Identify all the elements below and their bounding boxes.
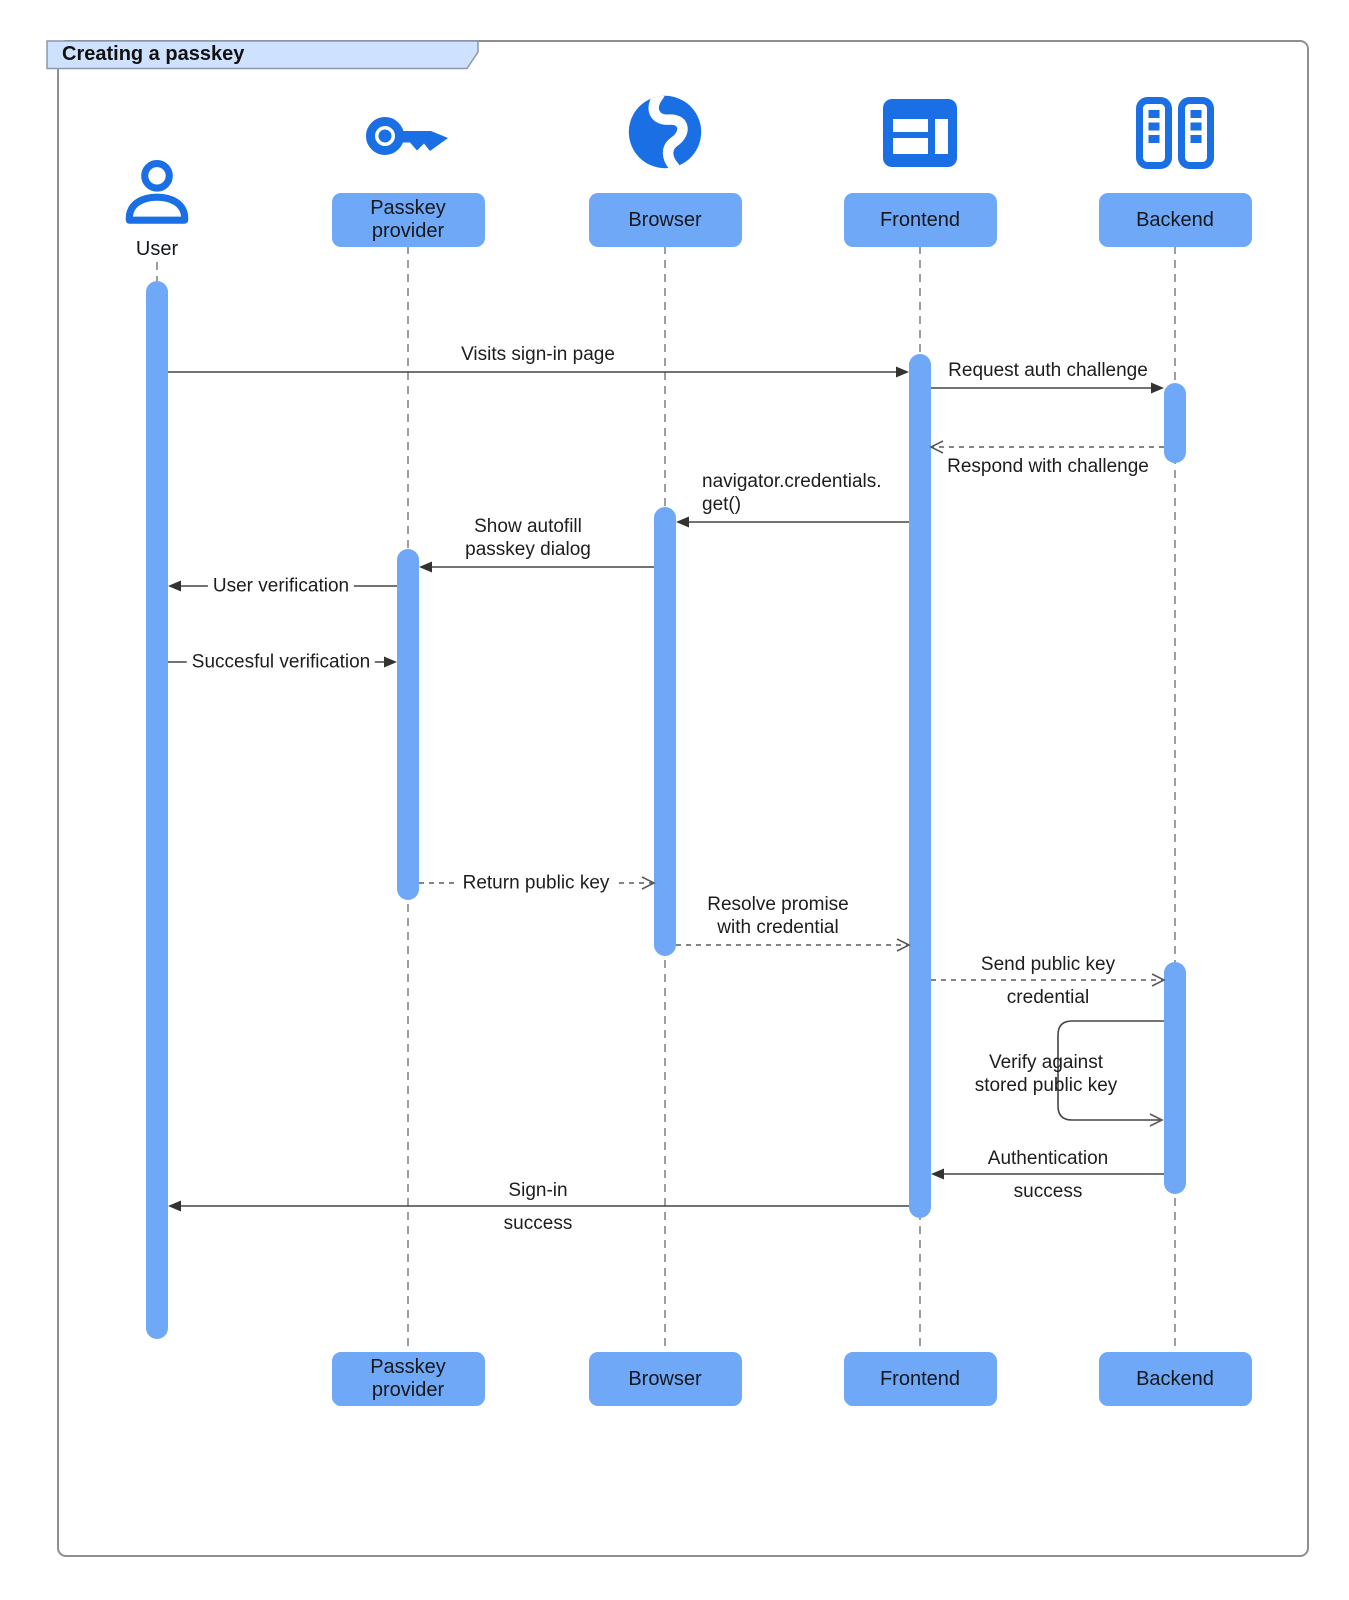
diagram-title: Creating a passkey [62,43,245,65]
message-label-line: passkey dialog [465,539,591,560]
actor-bottom-box-backend: Backend [1099,1352,1252,1406]
message-label-request-auth-challenge [948,359,1148,382]
message-label-line: Verify against [988,1052,1104,1073]
message-label-line: Succesful verification [191,651,371,673]
message-label-respond-with-challenge [947,455,1149,478]
message-label-line: Show autofill [474,516,582,537]
message-label-sign-in-success: Sign-in [508,1180,568,1201]
key-icon [364,106,452,171]
message-label-line: Request auth challenge [948,360,1148,381]
message-label-line: stored public key [974,1075,1118,1096]
message-label-line: get() [702,494,742,515]
activation-bar-passkey-provider-1 [397,549,419,900]
message-label-line: Resolve promise [707,894,849,915]
message-label-line: Return public key [462,872,610,894]
actor-top-box-browser: Browser [589,193,742,247]
message-label-show-autofill-passkey-dialog [465,515,591,561]
authentication-success-arrowhead-icon [931,1169,944,1180]
message-label-verify-against-stored-public-key [975,1051,1118,1097]
actor-top-box-frontend: Frontend [844,193,997,247]
activation-bar-user-0 [146,281,168,1339]
message-label-send-public-key-credential-2: credential [1006,987,1090,1008]
show-autofill-passkey-dialog-arrowhead-icon [419,562,432,573]
message-label-line: User verification [212,575,350,597]
message-label-authentication-success-2: success [1013,1181,1083,1202]
actor-top-box-backend: Backend [1099,193,1252,247]
activation-bar-backend-5 [1164,962,1186,1194]
activation-bar-browser-2 [654,507,676,956]
message-label-line: with credential [717,917,839,938]
message-label-resolve-promise-with-credential [707,893,849,939]
activation-bar-backend-4 [1164,383,1186,463]
request-auth-challenge-arrowhead-icon [1151,383,1164,394]
actor-top-box-passkey-provider: Passkey provider [332,193,485,247]
actor-label-user: User [135,238,179,260]
message-label-line: Respond with challenge [947,456,1149,477]
window-icon [882,98,958,173]
actor-bottom-box-frontend: Frontend [844,1352,997,1406]
navigator-credentials-get-arrowhead-icon [676,517,689,528]
message-label-line: navigator.credentials. [702,471,882,492]
sign-in-success-arrowhead-icon [168,1201,181,1212]
user-verification-arrowhead-icon [168,581,181,592]
message-label-authentication-success: Authentication [987,1148,1109,1169]
actor-bottom-box-browser: Browser [589,1352,742,1406]
message-label-line: Visits sign-in page [461,344,615,365]
message-label-user-verification [208,575,354,598]
message-label-sign-in-success-2: success [503,1213,573,1234]
message-label-visits-sign-in-page [461,343,615,366]
succesful-verification-arrowhead-icon [384,657,397,668]
globe-icon [625,92,705,177]
person-icon [119,156,195,237]
visits-sign-in-page-arrowhead-icon [896,367,909,378]
actor-bottom-box-passkey-provider: Passkey provider [332,1352,485,1406]
message-label-send-public-key-credential: Send public key [980,954,1116,975]
message-label-navigator-credentials-get [702,470,882,516]
activation-bar-frontend-3 [909,354,931,1218]
server-icon [1136,97,1214,174]
message-label-return-public-key [458,872,615,895]
message-label-succesful-verification [187,651,375,674]
